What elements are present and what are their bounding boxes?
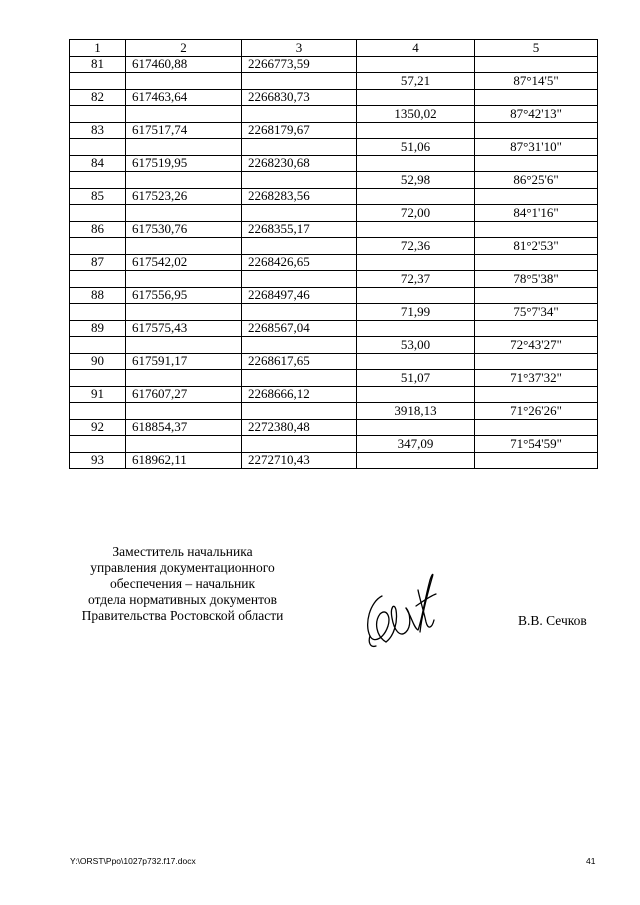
handwritten-signature <box>360 566 440 654</box>
table-cell-col-3 <box>242 139 357 156</box>
table-cell-col-5 <box>475 56 598 73</box>
table-cell-col-5: 71°37'32" <box>475 370 598 387</box>
table-row <box>70 172 598 189</box>
table-cell-col-3 <box>242 337 357 354</box>
table-cell-col-3: 2268567,04 <box>242 320 357 337</box>
table-cell-col-4: 57,21 <box>357 73 475 90</box>
table-cell-col-3: 2268666,12 <box>242 386 357 403</box>
table-cell-col-3: 2268179,67 <box>242 122 357 139</box>
table-cell-col-4 <box>357 452 475 469</box>
table-cell-col-3: 2268283,56 <box>242 188 357 205</box>
table-cell-col-5 <box>475 320 598 337</box>
table-cell-col-1: 93 <box>70 452 126 469</box>
table-cell-col-5 <box>475 221 598 238</box>
table-cell-col-5 <box>475 419 598 436</box>
table-row <box>70 56 598 73</box>
signatory-title-line: Правительства Ростовской области <box>81 608 284 623</box>
table-cell-col-5: 71°26'26" <box>475 403 598 420</box>
table-cell-col-1: 89 <box>70 320 126 337</box>
table-cell-col-5 <box>475 89 598 106</box>
table-row <box>70 436 598 453</box>
table-cell-col-1 <box>70 271 126 288</box>
table-cell-col-5: 87°31'10" <box>475 139 598 156</box>
table-cell-col-2: 617519,95 <box>126 155 242 172</box>
table-cell-col-3: 2268617,65 <box>242 353 357 370</box>
table-cell-col-5: 78°5'38" <box>475 271 598 288</box>
table-cell-col-3: 2272710,43 <box>242 452 357 469</box>
table-cell-col-4 <box>357 155 475 172</box>
table-row <box>70 238 598 255</box>
table-cell-col-3: 2268426,65 <box>242 254 357 271</box>
table-cell-col-1: 85 <box>70 188 126 205</box>
table-cell-col-1 <box>70 304 126 321</box>
table-cell-col-5: 86°25'6" <box>475 172 598 189</box>
table-cell-col-1 <box>70 106 126 123</box>
table-cell-col-2: 618962,11 <box>126 452 242 469</box>
table-row <box>70 139 598 156</box>
table-cell-col-5: 71°54'59" <box>475 436 598 453</box>
coordinates-table <box>69 39 598 469</box>
table-cell-col-4: 52,98 <box>357 172 475 189</box>
table-cell-col-4: 1350,02 <box>357 106 475 123</box>
table-row <box>70 320 598 337</box>
table-cell-col-2 <box>126 73 242 90</box>
table-cell-col-2 <box>126 337 242 354</box>
table-cell-col-1 <box>70 139 126 156</box>
table-cell-col-3 <box>242 238 357 255</box>
table-row <box>70 452 598 469</box>
table-cell-col-5: 81°2'53" <box>475 238 598 255</box>
table-cell-col-1 <box>70 403 126 420</box>
table-cell-col-4: 51,07 <box>357 370 475 387</box>
table-cell-col-1: 86 <box>70 221 126 238</box>
table-cell-col-3 <box>242 403 357 420</box>
table-row <box>70 304 598 321</box>
signatory-title-line: отдела нормативных документов <box>88 592 277 607</box>
table-cell-col-5: 87°42'13" <box>475 106 598 123</box>
table-cell-col-3: 2266773,59 <box>242 56 357 73</box>
table-cell-col-5: 75°7'34" <box>475 304 598 321</box>
table-cell-col-5 <box>475 386 598 403</box>
table-cell-col-5 <box>475 353 598 370</box>
table-cell-col-4 <box>357 419 475 436</box>
table-cell-col-1: 88 <box>70 287 126 304</box>
table-cell-col-5: 87°14'5" <box>475 73 598 90</box>
table-cell-col-3 <box>242 106 357 123</box>
table-cell-col-1: 81 <box>70 56 126 73</box>
table-row <box>70 419 598 436</box>
footer-file-path: Y:\ORST\Ppo\1027p732.f17.docx <box>70 856 196 866</box>
table-cell-col-2: 617575,43 <box>126 320 242 337</box>
table-cell-col-3: 2268355,17 <box>242 221 357 238</box>
page-number: 41 <box>586 856 596 866</box>
table-cell-col-5 <box>475 452 598 469</box>
table-row <box>70 403 598 420</box>
table-cell-col-1: 92 <box>70 419 126 436</box>
table-cell-col-3: 2272380,48 <box>242 419 357 436</box>
table-cell-col-3 <box>242 304 357 321</box>
table-cell-col-4: 347,09 <box>357 436 475 453</box>
table-cell-col-3 <box>242 436 357 453</box>
table-cell-col-2: 617591,17 <box>126 353 242 370</box>
table-cell-col-5: 72°43'27" <box>475 337 598 354</box>
table-cell-col-3 <box>242 172 357 189</box>
table-row <box>70 254 598 271</box>
table-row <box>70 89 598 106</box>
table-cell-col-1 <box>70 172 126 189</box>
table-cell-col-2: 617556,95 <box>126 287 242 304</box>
table-cell-col-1: 83 <box>70 122 126 139</box>
table-row <box>70 122 598 139</box>
table-cell-col-5 <box>475 122 598 139</box>
table-row <box>70 353 598 370</box>
table-cell-col-3 <box>242 370 357 387</box>
table-cell-col-1 <box>70 205 126 222</box>
header-col-4: 4 <box>357 40 475 57</box>
signatory-title-line: управления документационного <box>90 560 275 575</box>
table-cell-col-4 <box>357 56 475 73</box>
table-cell-col-1 <box>70 238 126 255</box>
table-cell-col-2 <box>126 139 242 156</box>
table-cell-col-4 <box>357 353 475 370</box>
table-cell-col-3 <box>242 73 357 90</box>
table-row <box>70 370 598 387</box>
table-row <box>70 155 598 172</box>
table-cell-col-2: 617460,88 <box>126 56 242 73</box>
table-cell-col-4 <box>357 287 475 304</box>
table-cell-col-2 <box>126 106 242 123</box>
table-cell-col-5 <box>475 254 598 271</box>
table-cell-col-2 <box>126 403 242 420</box>
table-cell-col-3: 2268497,46 <box>242 287 357 304</box>
table-row <box>70 106 598 123</box>
table-cell-col-1 <box>70 370 126 387</box>
table-cell-col-4: 3918,13 <box>357 403 475 420</box>
table-row <box>70 221 598 238</box>
table-cell-col-2: 617463,64 <box>126 89 242 106</box>
header-col-2: 2 <box>126 40 242 57</box>
table-cell-col-2: 617530,76 <box>126 221 242 238</box>
table-cell-col-2: 617607,27 <box>126 386 242 403</box>
table-cell-col-2 <box>126 304 242 321</box>
header-col-3: 3 <box>242 40 357 57</box>
header-col-1: 1 <box>70 40 126 57</box>
table-row <box>70 73 598 90</box>
table-cell-col-5 <box>475 287 598 304</box>
table-cell-col-4 <box>357 221 475 238</box>
table-row <box>70 205 598 222</box>
table-cell-col-3 <box>242 271 357 288</box>
table-cell-col-2: 617517,74 <box>126 122 242 139</box>
table-cell-col-2 <box>126 238 242 255</box>
table-cell-col-2 <box>126 370 242 387</box>
table-cell-col-4: 51,06 <box>357 139 475 156</box>
table-row <box>70 271 598 288</box>
table-cell-col-1: 91 <box>70 386 126 403</box>
table-cell-col-2: 617542,02 <box>126 254 242 271</box>
table-cell-col-2 <box>126 172 242 189</box>
table-cell-col-5: 84°1'16" <box>475 205 598 222</box>
signatory-title-line: обеспечения – начальник <box>109 576 256 591</box>
table-cell-col-1 <box>70 436 126 453</box>
table-cell-col-4 <box>357 188 475 205</box>
table-cell-col-2 <box>126 436 242 453</box>
table-cell-col-4: 72,00 <box>357 205 475 222</box>
table-cell-col-3 <box>242 205 357 222</box>
table-header-row <box>70 40 598 57</box>
table-cell-col-2 <box>126 271 242 288</box>
table-cell-col-2: 617523,26 <box>126 188 242 205</box>
table-cell-col-1: 90 <box>70 353 126 370</box>
table-cell-col-4 <box>357 386 475 403</box>
table-cell-col-4: 72,36 <box>357 238 475 255</box>
table-cell-col-1: 82 <box>70 89 126 106</box>
table-cell-col-4 <box>357 89 475 106</box>
table-cell-col-5 <box>475 188 598 205</box>
table-cell-col-2: 618854,37 <box>126 419 242 436</box>
table-cell-col-1 <box>70 337 126 354</box>
table-cell-col-3: 2266830,73 <box>242 89 357 106</box>
table-cell-col-4 <box>357 320 475 337</box>
table-cell-col-4: 71,99 <box>357 304 475 321</box>
table-cell-col-2 <box>126 205 242 222</box>
table-cell-col-1: 84 <box>70 155 126 172</box>
table-cell-col-1: 87 <box>70 254 126 271</box>
signatory-title <box>60 544 305 624</box>
table-cell-col-3: 2268230,68 <box>242 155 357 172</box>
table-cell-col-1 <box>70 73 126 90</box>
table-body <box>70 56 598 469</box>
table-row <box>70 386 598 403</box>
table-cell-col-4: 72,37 <box>357 271 475 288</box>
signatory-title-line: Заместитель начальника <box>112 544 253 559</box>
header-col-5: 5 <box>475 40 598 57</box>
table-cell-col-4 <box>357 122 475 139</box>
table-row <box>70 188 598 205</box>
table-cell-col-4: 53,00 <box>357 337 475 354</box>
table-cell-col-5 <box>475 155 598 172</box>
table-cell-col-4 <box>357 254 475 271</box>
signatory-name: В.В. Сечков <box>518 613 587 628</box>
table-row <box>70 337 598 354</box>
table-row <box>70 287 598 304</box>
